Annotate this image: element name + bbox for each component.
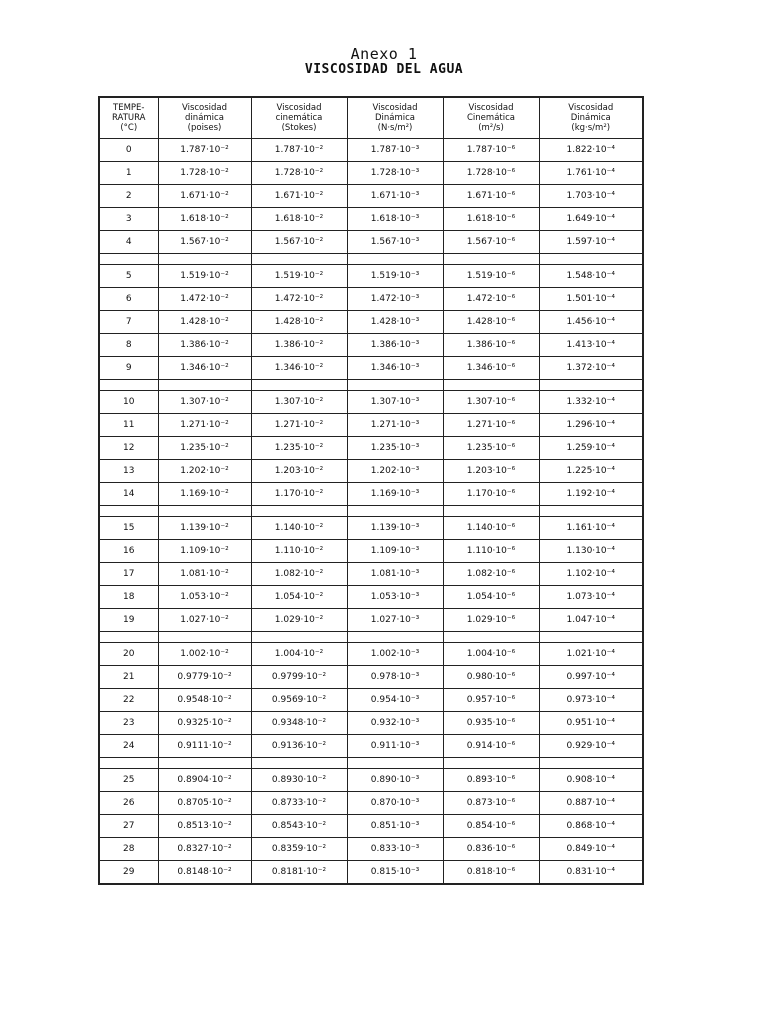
kinematic-stokes-cell: 0.8733·10⁻² <box>251 792 347 815</box>
dynamic-kg-cell: 1.597·10⁻⁴ <box>539 231 643 254</box>
temperature-cell: 7 <box>99 311 158 334</box>
dynamic-kg-cell: 1.413·10⁻⁴ <box>539 334 643 357</box>
dynamic-poises-cell: 1.519·10⁻² <box>158 265 251 288</box>
dynamic-poises-cell: 1.169·10⁻² <box>158 483 251 506</box>
dynamic-si-cell: 0.851·10⁻³ <box>347 815 443 838</box>
table-row <box>99 162 643 185</box>
temperature-cell: 29 <box>99 861 158 885</box>
temperature-cell: 16 <box>99 540 158 563</box>
temperature-cell: 22 <box>99 689 158 712</box>
temperature-cell: 12 <box>99 437 158 460</box>
separator-cell <box>539 506 643 517</box>
dynamic-poises-cell: 1.002·10⁻² <box>158 643 251 666</box>
temperature-cell: 4 <box>99 231 158 254</box>
dynamic-si-cell: 1.202·10⁻³ <box>347 460 443 483</box>
temperature-cell: 27 <box>99 815 158 838</box>
dynamic-si-cell: 0.954·10⁻³ <box>347 689 443 712</box>
kinematic-si-cell: 1.271·10⁻⁶ <box>443 414 539 437</box>
table-row <box>99 643 643 666</box>
temperature-cell: 24 <box>99 735 158 758</box>
dynamic-si-cell: 0.911·10⁻³ <box>347 735 443 758</box>
dynamic-si-cell: 1.109·10⁻³ <box>347 540 443 563</box>
dynamic-poises-cell: 1.027·10⁻² <box>158 609 251 632</box>
separator-cell <box>347 380 443 391</box>
header-kinematic-viscosity-si: Viscosidad Cinemática (m²/s) <box>443 97 539 139</box>
separator-cell <box>539 254 643 265</box>
dynamic-si-cell: 1.567·10⁻³ <box>347 231 443 254</box>
kinematic-si-cell: 1.004·10⁻⁶ <box>443 643 539 666</box>
kinematic-si-cell: 0.893·10⁻⁶ <box>443 769 539 792</box>
dynamic-kg-cell: 1.073·10⁻⁴ <box>539 586 643 609</box>
dynamic-poises-cell: 1.472·10⁻² <box>158 288 251 311</box>
dynamic-kg-cell: 1.372·10⁻⁴ <box>539 357 643 380</box>
dynamic-si-cell: 1.787·10⁻³ <box>347 139 443 162</box>
dynamic-si-cell: 0.978·10⁻³ <box>347 666 443 689</box>
dynamic-kg-cell: 1.456·10⁻⁴ <box>539 311 643 334</box>
viscosity-table <box>98 96 644 885</box>
separator-cell <box>443 506 539 517</box>
table-row <box>99 483 643 506</box>
temperature-cell: 6 <box>99 288 158 311</box>
dynamic-poises-cell: 1.109·10⁻² <box>158 540 251 563</box>
temperature-cell: 5 <box>99 265 158 288</box>
dynamic-si-cell: 1.002·10⁻³ <box>347 643 443 666</box>
table-row <box>99 357 643 380</box>
table-row <box>99 666 643 689</box>
kinematic-si-cell: 0.980·10⁻⁶ <box>443 666 539 689</box>
kinematic-stokes-cell: 0.9569·10⁻² <box>251 689 347 712</box>
temperature-cell: 10 <box>99 391 158 414</box>
kinematic-si-cell: 0.854·10⁻⁶ <box>443 815 539 838</box>
separator-cell <box>443 380 539 391</box>
dynamic-poises-cell: 0.8327·10⁻² <box>158 838 251 861</box>
dynamic-kg-cell: 1.548·10⁻⁴ <box>539 265 643 288</box>
dynamic-si-cell: 0.890·10⁻³ <box>347 769 443 792</box>
kinematic-si-cell: 0.818·10⁻⁶ <box>443 861 539 885</box>
document-title: Anexo 1 <box>350 45 418 63</box>
dynamic-si-cell: 1.081·10⁻³ <box>347 563 443 586</box>
table-row <box>99 769 643 792</box>
dynamic-kg-cell: 1.021·10⁻⁴ <box>539 643 643 666</box>
kinematic-si-cell: 0.935·10⁻⁶ <box>443 712 539 735</box>
table-row <box>99 712 643 735</box>
table-row <box>99 139 643 162</box>
temperature-cell: 1 <box>99 162 158 185</box>
kinematic-si-cell: 0.957·10⁻⁶ <box>443 689 539 712</box>
header-kinematic-viscosity-stokes: Viscosidad cinemática (Stokes) <box>251 97 347 139</box>
separator-cell <box>347 506 443 517</box>
dynamic-kg-cell: 1.130·10⁻⁴ <box>539 540 643 563</box>
dynamic-kg-cell: 1.102·10⁻⁴ <box>539 563 643 586</box>
kinematic-si-cell: 1.728·10⁻⁶ <box>443 162 539 185</box>
dynamic-si-cell: 0.932·10⁻³ <box>347 712 443 735</box>
kinematic-stokes-cell: 1.671·10⁻² <box>251 185 347 208</box>
table-row <box>99 563 643 586</box>
temperature-cell: 15 <box>99 517 158 540</box>
dynamic-kg-cell: 0.929·10⁻⁴ <box>539 735 643 758</box>
dynamic-kg-cell: 1.703·10⁻⁴ <box>539 185 643 208</box>
kinematic-si-cell: 1.054·10⁻⁶ <box>443 586 539 609</box>
kinematic-si-cell: 1.235·10⁻⁶ <box>443 437 539 460</box>
header-temperature: TEMPE- RATURA (°C) <box>99 97 158 139</box>
dynamic-si-cell: 1.307·10⁻³ <box>347 391 443 414</box>
dynamic-poises-cell: 1.053·10⁻² <box>158 586 251 609</box>
dynamic-si-cell: 1.386·10⁻³ <box>347 334 443 357</box>
separator-cell <box>99 632 158 643</box>
dynamic-poises-cell: 1.671·10⁻² <box>158 185 251 208</box>
dynamic-kg-cell: 0.908·10⁻⁴ <box>539 769 643 792</box>
header-dynamic-viscosity-poises: Viscosidad dinámica (poises) <box>158 97 251 139</box>
separator-cell <box>539 758 643 769</box>
dynamic-kg-cell: 0.831·10⁻⁴ <box>539 861 643 885</box>
dynamic-kg-cell: 1.192·10⁻⁴ <box>539 483 643 506</box>
table-row <box>99 838 643 861</box>
kinematic-si-cell: 1.618·10⁻⁶ <box>443 208 539 231</box>
dynamic-poises-cell: 0.9111·10⁻² <box>158 735 251 758</box>
separator-cell <box>158 380 251 391</box>
temperature-cell: 20 <box>99 643 158 666</box>
temperature-cell: 9 <box>99 357 158 380</box>
table-header-row <box>99 97 643 139</box>
separator-cell <box>347 254 443 265</box>
separator-cell <box>99 506 158 517</box>
dynamic-poises-cell: 1.139·10⁻² <box>158 517 251 540</box>
kinematic-stokes-cell: 1.170·10⁻² <box>251 483 347 506</box>
temperature-cell: 28 <box>99 838 158 861</box>
separator-cell <box>347 758 443 769</box>
separator-cell <box>539 380 643 391</box>
temperature-cell: 11 <box>99 414 158 437</box>
temperature-cell: 17 <box>99 563 158 586</box>
kinematic-si-cell: 1.787·10⁻⁶ <box>443 139 539 162</box>
kinematic-si-cell: 1.346·10⁻⁶ <box>443 357 539 380</box>
table-row <box>99 815 643 838</box>
kinematic-si-cell: 1.472·10⁻⁶ <box>443 288 539 311</box>
temperature-cell: 23 <box>99 712 158 735</box>
dynamic-poises-cell: 1.081·10⁻² <box>158 563 251 586</box>
dynamic-kg-cell: 0.997·10⁻⁴ <box>539 666 643 689</box>
kinematic-si-cell: 1.029·10⁻⁶ <box>443 609 539 632</box>
document-subtitle: VISCOSIDAD DEL AGUA <box>304 62 464 77</box>
table-row <box>99 185 643 208</box>
kinematic-si-cell: 0.914·10⁻⁶ <box>443 735 539 758</box>
table-row <box>99 792 643 815</box>
dynamic-poises-cell: 1.787·10⁻² <box>158 139 251 162</box>
kinematic-stokes-cell: 0.8181·10⁻² <box>251 861 347 885</box>
header-dynamic-viscosity-si: Viscosidad Dinámica (N·s/m²) <box>347 97 443 139</box>
dynamic-poises-cell: 0.8904·10⁻² <box>158 769 251 792</box>
temperature-cell: 19 <box>99 609 158 632</box>
kinematic-stokes-cell: 0.9136·10⁻² <box>251 735 347 758</box>
kinematic-stokes-cell: 1.029·10⁻² <box>251 609 347 632</box>
separator-cell <box>99 254 158 265</box>
dynamic-si-cell: 0.870·10⁻³ <box>347 792 443 815</box>
dynamic-poises-cell: 1.728·10⁻² <box>158 162 251 185</box>
dynamic-si-cell: 1.346·10⁻³ <box>347 357 443 380</box>
dynamic-si-cell: 1.618·10⁻³ <box>347 208 443 231</box>
dynamic-poises-cell: 0.9779·10⁻² <box>158 666 251 689</box>
table-row <box>99 208 643 231</box>
kinematic-si-cell: 1.567·10⁻⁶ <box>443 231 539 254</box>
dynamic-poises-cell: 1.202·10⁻² <box>158 460 251 483</box>
dynamic-poises-cell: 0.9325·10⁻² <box>158 712 251 735</box>
separator-cell <box>539 632 643 643</box>
kinematic-stokes-cell: 0.8543·10⁻² <box>251 815 347 838</box>
kinematic-si-cell: 1.203·10⁻⁶ <box>443 460 539 483</box>
group-separator-row <box>99 254 643 265</box>
separator-cell <box>251 758 347 769</box>
temperature-cell: 25 <box>99 769 158 792</box>
kinematic-stokes-cell: 1.140·10⁻² <box>251 517 347 540</box>
group-separator-row <box>99 632 643 643</box>
dynamic-kg-cell: 1.761·10⁻⁴ <box>539 162 643 185</box>
table-row <box>99 586 643 609</box>
kinematic-stokes-cell: 1.787·10⁻² <box>251 139 347 162</box>
table-row <box>99 609 643 632</box>
dynamic-kg-cell: 1.649·10⁻⁴ <box>539 208 643 231</box>
dynamic-poises-cell: 1.567·10⁻² <box>158 231 251 254</box>
temperature-cell: 3 <box>99 208 158 231</box>
table-row <box>99 231 643 254</box>
kinematic-stokes-cell: 1.567·10⁻² <box>251 231 347 254</box>
kinematic-si-cell: 1.170·10⁻⁶ <box>443 483 539 506</box>
separator-cell <box>251 632 347 643</box>
group-separator-row <box>99 506 643 517</box>
dynamic-poises-cell: 0.8513·10⁻² <box>158 815 251 838</box>
dynamic-si-cell: 1.027·10⁻³ <box>347 609 443 632</box>
kinematic-stokes-cell: 1.386·10⁻² <box>251 334 347 357</box>
kinematic-stokes-cell: 0.8359·10⁻² <box>251 838 347 861</box>
dynamic-si-cell: 1.271·10⁻³ <box>347 414 443 437</box>
temperature-cell: 14 <box>99 483 158 506</box>
kinematic-stokes-cell: 1.618·10⁻² <box>251 208 347 231</box>
dynamic-si-cell: 1.169·10⁻³ <box>347 483 443 506</box>
dynamic-si-cell: 1.671·10⁻³ <box>347 185 443 208</box>
dynamic-kg-cell: 0.868·10⁻⁴ <box>539 815 643 838</box>
kinematic-si-cell: 0.873·10⁻⁶ <box>443 792 539 815</box>
table-row <box>99 540 643 563</box>
table-row <box>99 689 643 712</box>
table-row <box>99 265 643 288</box>
table-row <box>99 334 643 357</box>
temperature-cell: 0 <box>99 139 158 162</box>
dynamic-si-cell: 1.472·10⁻³ <box>347 288 443 311</box>
dynamic-poises-cell: 1.235·10⁻² <box>158 437 251 460</box>
kinematic-stokes-cell: 1.346·10⁻² <box>251 357 347 380</box>
dynamic-kg-cell: 0.887·10⁻⁴ <box>539 792 643 815</box>
kinematic-stokes-cell: 1.235·10⁻² <box>251 437 347 460</box>
kinematic-si-cell: 1.140·10⁻⁶ <box>443 517 539 540</box>
temperature-cell: 18 <box>99 586 158 609</box>
group-separator-row <box>99 758 643 769</box>
table-row <box>99 517 643 540</box>
kinematic-stokes-cell: 1.728·10⁻² <box>251 162 347 185</box>
dynamic-poises-cell: 1.618·10⁻² <box>158 208 251 231</box>
kinematic-si-cell: 1.519·10⁻⁶ <box>443 265 539 288</box>
dynamic-si-cell: 1.519·10⁻³ <box>347 265 443 288</box>
dynamic-poises-cell: 0.9548·10⁻² <box>158 689 251 712</box>
group-separator-row <box>99 380 643 391</box>
kinematic-stokes-cell: 1.054·10⁻² <box>251 586 347 609</box>
dynamic-kg-cell: 1.501·10⁻⁴ <box>539 288 643 311</box>
separator-cell <box>99 380 158 391</box>
temperature-cell: 2 <box>99 185 158 208</box>
separator-cell <box>158 632 251 643</box>
dynamic-kg-cell: 1.259·10⁻⁴ <box>539 437 643 460</box>
kinematic-si-cell: 1.307·10⁻⁶ <box>443 391 539 414</box>
kinematic-stokes-cell: 0.9799·10⁻² <box>251 666 347 689</box>
dynamic-si-cell: 0.833·10⁻³ <box>347 838 443 861</box>
separator-cell <box>251 506 347 517</box>
kinematic-stokes-cell: 1.519·10⁻² <box>251 265 347 288</box>
temperature-cell: 13 <box>99 460 158 483</box>
dynamic-kg-cell: 1.822·10⁻⁴ <box>539 139 643 162</box>
dynamic-si-cell: 0.815·10⁻³ <box>347 861 443 885</box>
kinematic-stokes-cell: 1.472·10⁻² <box>251 288 347 311</box>
dynamic-poises-cell: 1.271·10⁻² <box>158 414 251 437</box>
header-dynamic-viscosity-kg: Viscosidad Dinámica (kg·s/m²) <box>539 97 643 139</box>
dynamic-kg-cell: 0.973·10⁻⁴ <box>539 689 643 712</box>
separator-cell <box>158 254 251 265</box>
kinematic-stokes-cell: 1.307·10⁻² <box>251 391 347 414</box>
separator-cell <box>443 758 539 769</box>
dynamic-kg-cell: 1.047·10⁻⁴ <box>539 609 643 632</box>
temperature-cell: 21 <box>99 666 158 689</box>
dynamic-kg-cell: 1.296·10⁻⁴ <box>539 414 643 437</box>
dynamic-poises-cell: 1.346·10⁻² <box>158 357 251 380</box>
dynamic-kg-cell: 1.161·10⁻⁴ <box>539 517 643 540</box>
kinematic-stokes-cell: 1.203·10⁻² <box>251 460 347 483</box>
temperature-cell: 26 <box>99 792 158 815</box>
temperature-cell: 8 <box>99 334 158 357</box>
separator-cell <box>251 254 347 265</box>
kinematic-stokes-cell: 1.110·10⁻² <box>251 540 347 563</box>
dynamic-kg-cell: 1.225·10⁻⁴ <box>539 460 643 483</box>
separator-cell <box>347 632 443 643</box>
kinematic-stokes-cell: 1.271·10⁻² <box>251 414 347 437</box>
table-row <box>99 735 643 758</box>
kinematic-stokes-cell: 0.8930·10⁻² <box>251 769 347 792</box>
dynamic-poises-cell: 1.307·10⁻² <box>158 391 251 414</box>
table-row <box>99 391 643 414</box>
dynamic-kg-cell: 0.849·10⁻⁴ <box>539 838 643 861</box>
dynamic-poises-cell: 1.428·10⁻² <box>158 311 251 334</box>
dynamic-si-cell: 1.428·10⁻³ <box>347 311 443 334</box>
separator-cell <box>158 506 251 517</box>
separator-cell <box>251 380 347 391</box>
table-row <box>99 288 643 311</box>
kinematic-stokes-cell: 1.082·10⁻² <box>251 563 347 586</box>
kinematic-stokes-cell: 1.428·10⁻² <box>251 311 347 334</box>
dynamic-kg-cell: 0.951·10⁻⁴ <box>539 712 643 735</box>
dynamic-poises-cell: 1.386·10⁻² <box>158 334 251 357</box>
table-row <box>99 311 643 334</box>
kinematic-si-cell: 1.671·10⁻⁶ <box>443 185 539 208</box>
kinematic-stokes-cell: 1.004·10⁻² <box>251 643 347 666</box>
dynamic-poises-cell: 0.8148·10⁻² <box>158 861 251 885</box>
kinematic-si-cell: 1.428·10⁻⁶ <box>443 311 539 334</box>
table-row <box>99 861 643 885</box>
separator-cell <box>158 758 251 769</box>
kinematic-si-cell: 1.110·10⁻⁶ <box>443 540 539 563</box>
separator-cell <box>99 758 158 769</box>
dynamic-si-cell: 1.235·10⁻³ <box>347 437 443 460</box>
table-row <box>99 460 643 483</box>
dynamic-si-cell: 1.053·10⁻³ <box>347 586 443 609</box>
dynamic-si-cell: 1.139·10⁻³ <box>347 517 443 540</box>
kinematic-si-cell: 1.386·10⁻⁶ <box>443 334 539 357</box>
separator-cell <box>443 632 539 643</box>
separator-cell <box>443 254 539 265</box>
kinematic-si-cell: 1.082·10⁻⁶ <box>443 563 539 586</box>
dynamic-poises-cell: 0.8705·10⁻² <box>158 792 251 815</box>
table-row <box>99 414 643 437</box>
dynamic-si-cell: 1.728·10⁻³ <box>347 162 443 185</box>
dynamic-kg-cell: 1.332·10⁻⁴ <box>539 391 643 414</box>
kinematic-si-cell: 0.836·10⁻⁶ <box>443 838 539 861</box>
table-row <box>99 437 643 460</box>
kinematic-stokes-cell: 0.9348·10⁻² <box>251 712 347 735</box>
table-body <box>99 139 643 885</box>
